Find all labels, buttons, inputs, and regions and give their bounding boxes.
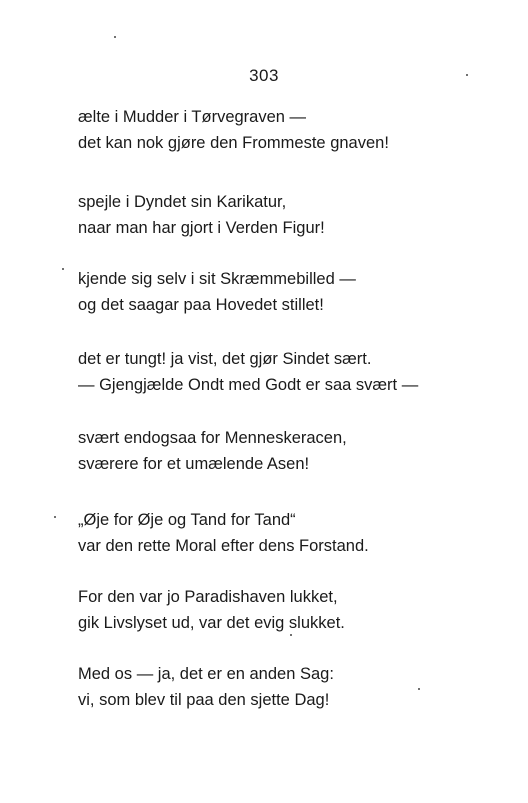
verse-line: ælte i Mudder i Tørvegraven — bbox=[78, 108, 307, 126]
scan-speck bbox=[466, 74, 468, 76]
stanza bbox=[78, 346, 518, 398]
verse-line: Med os — ja, det er en anden Sag: bbox=[78, 665, 334, 683]
stanza bbox=[78, 584, 518, 636]
verse-line: kjende sig selv i sit Skræmmebilled — bbox=[78, 270, 356, 288]
verse-line: sværere for et umælende Asen! bbox=[78, 455, 310, 473]
verse-line: For den var jo Paradishaven lukket, bbox=[78, 588, 338, 606]
verse-line: naar man har gjort i Verden Figur! bbox=[78, 219, 325, 237]
stanza bbox=[78, 104, 518, 156]
scan-speck bbox=[114, 36, 116, 38]
page-number: 303 bbox=[249, 66, 279, 85]
scan-speck bbox=[62, 268, 64, 270]
verse-line: var den rette Moral efter dens Forstand. bbox=[78, 537, 369, 555]
verse-line: — Gjengjælde Ondt med Godt er saa svært — bbox=[78, 376, 419, 394]
verse-line: og det saagar paa Hovedet stillet! bbox=[78, 296, 324, 314]
stanza bbox=[78, 507, 518, 559]
scan-speck bbox=[54, 516, 56, 518]
verse-line: det kan nok gjøre den Frommeste gnaven! bbox=[78, 134, 389, 152]
verse-line: gik Livslyset ud, var det evig slukket. bbox=[78, 614, 345, 632]
stanza bbox=[78, 661, 518, 713]
verse-line: svært endogsaa for Menneskeracen, bbox=[78, 429, 347, 447]
scan-speck bbox=[290, 634, 292, 636]
scan-speck bbox=[418, 688, 420, 690]
verse-line: det er tungt! ja vist, det gjør Sindet sært. bbox=[78, 350, 372, 368]
verse-line: vi, som blev til paa den sjette Dag! bbox=[78, 691, 330, 709]
stanza bbox=[78, 189, 518, 241]
verse-line: „Øje for Øje og Tand for Tand“ bbox=[78, 511, 296, 529]
stanza bbox=[78, 266, 518, 318]
verse-line: spejle i Dyndet sin Karikatur, bbox=[78, 193, 287, 211]
stanza bbox=[78, 425, 518, 477]
